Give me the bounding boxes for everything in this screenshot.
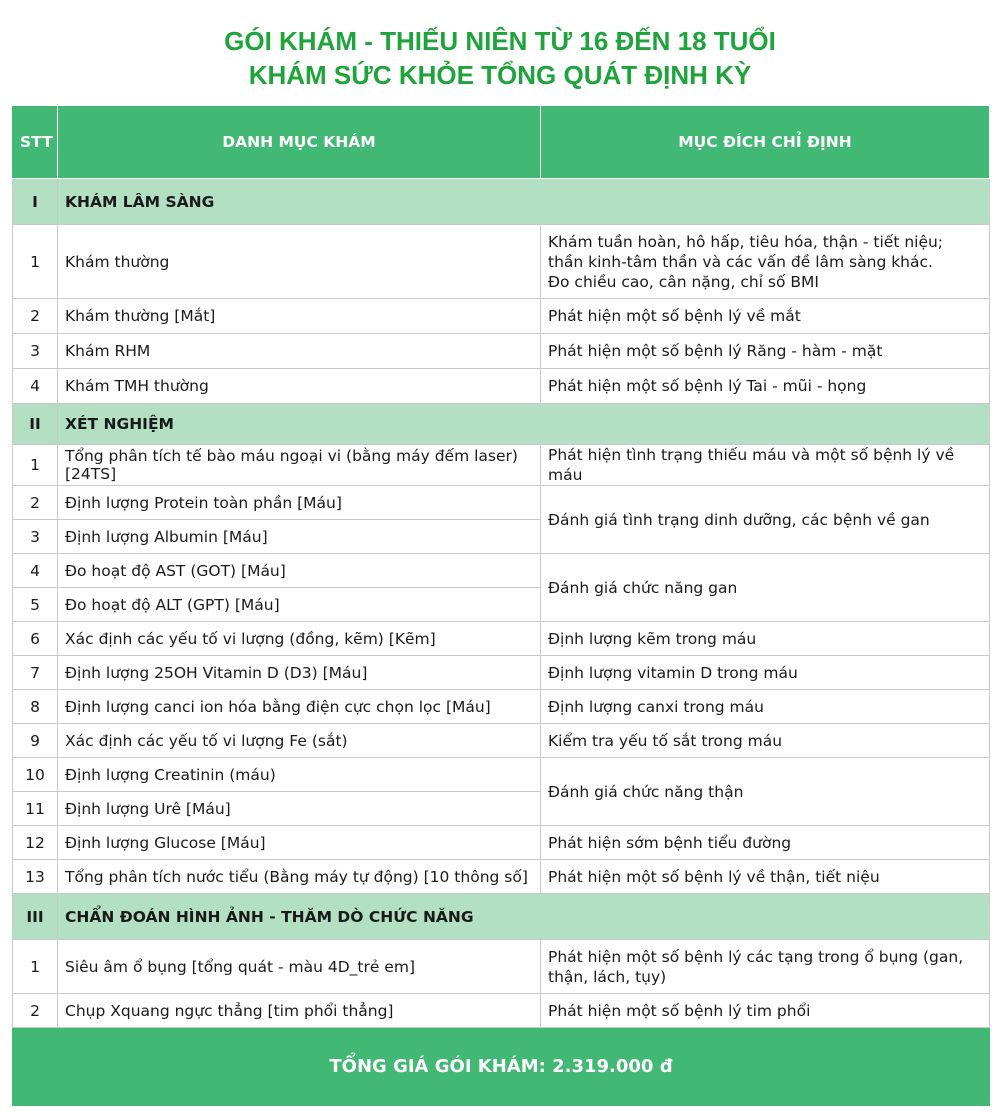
table-row xyxy=(13,225,990,299)
row-number: 2 xyxy=(13,486,58,520)
row-item: Xác định các yếu tố vi lượng (đồng, kẽm) [Kẽm] xyxy=(58,622,541,656)
row-item: Khám thường xyxy=(58,225,541,299)
row-purpose: Đánh giá tình trạng dinh dưỡng, các bệnh về gan xyxy=(541,486,990,554)
row-purpose: Phát hiện một số bệnh lý tim phổi xyxy=(541,994,990,1028)
table-row xyxy=(13,554,990,588)
row-item: Đo hoạt độ ALT (GPT) [Máu] xyxy=(58,588,541,622)
total-price: TỔNG GIÁ GÓI KHÁM: 2.319.000 đ xyxy=(13,1028,990,1106)
row-number: 1 xyxy=(13,225,58,299)
title-line-1: GÓI KHÁM - THIẾU NIÊN TỪ 16 ĐẾN 18 TUỔI xyxy=(224,26,776,56)
table-row xyxy=(13,758,990,792)
row-number: 4 xyxy=(13,369,58,404)
row-purpose: Phát hiện một số bệnh lý về mắt xyxy=(541,299,990,334)
row-item: Siêu âm ổ bụng [tổng quát - màu 4D_trẻ em] xyxy=(58,940,541,994)
header-purpose: MỤC ĐÍCH CHỈ ĐỊNH xyxy=(541,106,990,179)
table-row xyxy=(13,724,990,758)
table-row xyxy=(13,690,990,724)
row-number: 2 xyxy=(13,994,58,1028)
row-item: Xác định các yếu tố vi lượng Fe (sắt) xyxy=(58,724,541,758)
row-item: Tổng phân tích tế bào máu ngoại vi (bằng máy đếm laser) [24TS] xyxy=(58,445,541,486)
row-purpose: Định lượng kẽm trong máu xyxy=(541,622,990,656)
row-number: 5 xyxy=(13,588,58,622)
section-number: I xyxy=(13,179,58,225)
row-number: 13 xyxy=(13,860,58,894)
row-number: 2 xyxy=(13,299,58,334)
row-purpose: Phát hiện một số bệnh lý Tai - mũi - họng xyxy=(541,369,990,404)
row-purpose xyxy=(541,225,990,299)
table-row xyxy=(13,826,990,860)
package-table xyxy=(12,105,990,1106)
row-number: 3 xyxy=(13,334,58,369)
section-title: KHÁM LÂM SÀNG xyxy=(58,179,990,225)
row-purpose: Định lượng vitamin D trong máu xyxy=(541,656,990,690)
table-row xyxy=(13,299,990,334)
page-title xyxy=(0,24,1000,92)
row-number: 3 xyxy=(13,520,58,554)
table-row xyxy=(13,860,990,894)
row-item: Khám RHM xyxy=(58,334,541,369)
table-header-row xyxy=(13,106,990,179)
row-item: Khám thường [Mắt] xyxy=(58,299,541,334)
table-row xyxy=(13,369,990,404)
row-item: Định lượng Protein toàn phần [Máu] xyxy=(58,486,541,520)
row-item: Khám TMH thường xyxy=(58,369,541,404)
section-row-clinical xyxy=(13,179,990,225)
row-purpose: Đánh giá chức năng gan xyxy=(541,554,990,622)
row-number: 6 xyxy=(13,622,58,656)
row-purpose: Đánh giá chức năng thận xyxy=(541,758,990,826)
row-item: Định lượng Albumin [Máu] xyxy=(58,520,541,554)
section-number: III xyxy=(13,894,58,940)
row-number: 7 xyxy=(13,656,58,690)
row-number: 1 xyxy=(13,940,58,994)
row-purpose-line: Khám tuần hoàn, hô hấp, tiêu hóa, thận - tiết niệu; thần kinh-tâm thần và các vấn đề lâm sàng khác. xyxy=(548,232,944,271)
table-row xyxy=(13,940,990,994)
row-purpose: Phát hiện tình trạng thiếu máu và một số bệnh lý về máu xyxy=(541,445,990,486)
row-item: Chụp Xquang ngực thẳng [tim phổi thẳng] xyxy=(58,994,541,1028)
row-item: Đo hoạt độ AST (GOT) [Máu] xyxy=(58,554,541,588)
row-purpose: Phát hiện một số bệnh lý Răng - hàm - mặt xyxy=(541,334,990,369)
row-purpose: Phát hiện sớm bệnh tiểu đường xyxy=(541,826,990,860)
section-number: II xyxy=(13,404,58,445)
table-row xyxy=(13,445,990,486)
row-purpose: Kiểm tra yếu tố sắt trong máu xyxy=(541,724,990,758)
row-number: 12 xyxy=(13,826,58,860)
row-purpose: Định lượng canxi trong máu xyxy=(541,690,990,724)
row-purpose-line: Đo chiều cao, cân nặng, chỉ số BMI xyxy=(548,272,819,291)
row-purpose: Phát hiện một số bệnh lý về thận, tiết niệu xyxy=(541,860,990,894)
row-number: 4 xyxy=(13,554,58,588)
total-row xyxy=(13,1028,990,1106)
table-row xyxy=(13,994,990,1028)
header-stt: STT xyxy=(13,106,58,179)
table-row xyxy=(13,656,990,690)
row-number: 9 xyxy=(13,724,58,758)
title-line-2: KHÁM SỨC KHỎE TỔNG QUÁT ĐỊNH KỲ xyxy=(248,60,752,90)
header-item: DANH MỤC KHÁM xyxy=(58,106,541,179)
row-number: 10 xyxy=(13,758,58,792)
row-number: 1 xyxy=(13,445,58,486)
section-title: CHẨN ĐOÁN HÌNH ẢNH - THĂM DÒ CHỨC NĂNG xyxy=(58,894,990,940)
section-row-lab-tests xyxy=(13,404,990,445)
table-row xyxy=(13,486,990,520)
row-purpose: Phát hiện một số bệnh lý các tạng trong ổ bụng (gan, thận, lách, tụy) xyxy=(541,940,990,994)
row-item: Định lượng Glucose [Máu] xyxy=(58,826,541,860)
row-number: 8 xyxy=(13,690,58,724)
section-title: XÉT NGHIỆM xyxy=(58,404,990,445)
row-item: Tổng phân tích nước tiểu (Bằng máy tự động) [10 thông số] xyxy=(58,860,541,894)
row-item: Định lượng Urê [Máu] xyxy=(58,792,541,826)
table-row xyxy=(13,334,990,369)
row-number: 11 xyxy=(13,792,58,826)
row-item: Định lượng Creatinin (máu) xyxy=(58,758,541,792)
section-row-imaging xyxy=(13,894,990,940)
table-row xyxy=(13,622,990,656)
row-item: Định lượng canci ion hóa bằng điện cực chọn lọc [Máu] xyxy=(58,690,541,724)
row-item: Định lượng 25OH Vitamin D (D3) [Máu] xyxy=(58,656,541,690)
